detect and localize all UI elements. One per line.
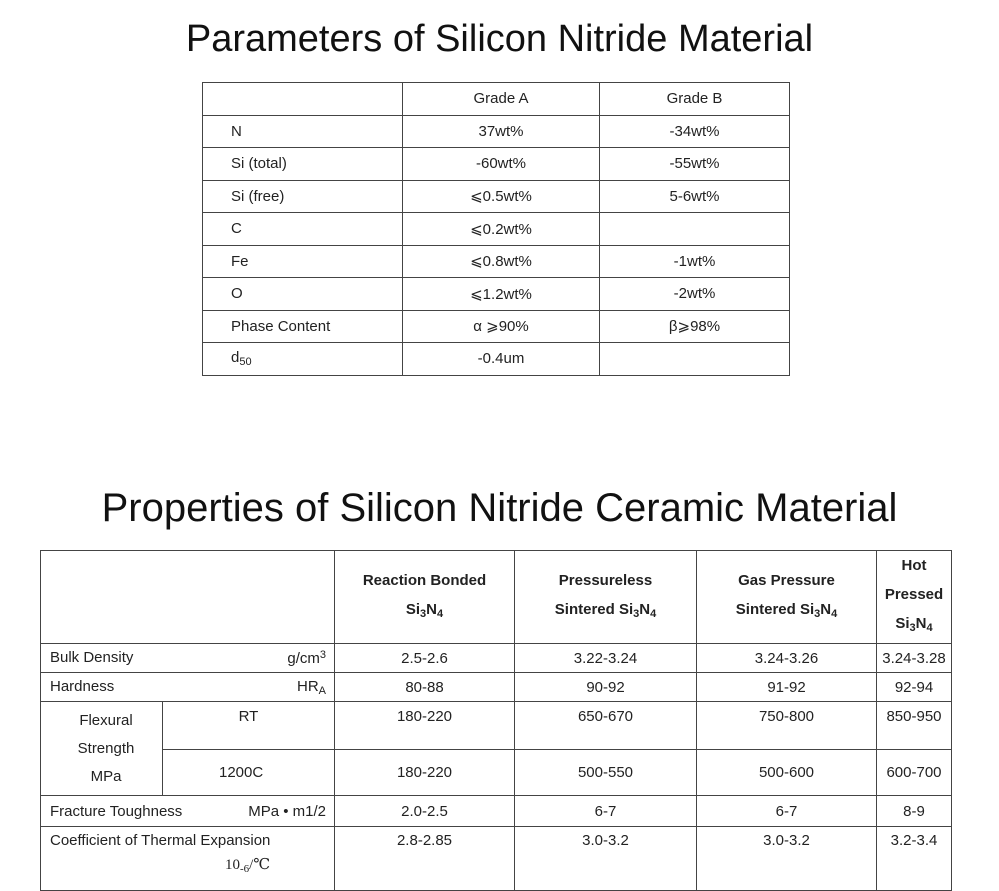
- d-label: d: [231, 349, 240, 367]
- value-cell: 850-950: [877, 702, 952, 750]
- table-row: [41, 702, 952, 750]
- table-row: [41, 750, 952, 796]
- value-cell: 91-92: [697, 673, 877, 702]
- row-label: Bulk Density $g/cm^3$: [41, 644, 335, 673]
- value-cell: 3.24-3.26: [697, 644, 877, 673]
- column-header: [697, 551, 877, 644]
- row-label: Phase Content: [203, 310, 403, 343]
- grade-b-cell: -1wt%: [600, 245, 790, 278]
- grade-b-cell: β⩾98%: [600, 310, 790, 343]
- table-row: [203, 213, 790, 246]
- value-cell: 750-800: [697, 702, 877, 750]
- row-label: Fracture Toughness MPa • m1/2: [41, 796, 335, 827]
- table2-title: Properties of Silicon Nitride Ceramic Material: [101, 486, 898, 530]
- table-row: [203, 180, 790, 213]
- grade-b-cell: -55wt%: [600, 148, 790, 181]
- grade-a-cell: 37wt%: [403, 115, 600, 148]
- value-cell: 3.24-3.28: [877, 644, 952, 673]
- value-cell: 500-550: [515, 750, 697, 796]
- value-cell: 180-220: [335, 750, 515, 796]
- row-label: O: [203, 278, 403, 311]
- column-header-line1: Hot Pressed: [884, 557, 944, 603]
- value-cell: 2.8-2.85: [335, 827, 515, 891]
- column-header-line2: Sintered $Si_3N_4$: [554, 600, 657, 620]
- properties-table: [40, 550, 952, 891]
- grade-a-cell: -0.4um: [403, 343, 600, 376]
- table1-title: Parameters of Silicon Nitride Material: [185, 18, 814, 60]
- value-cell: 500-600: [697, 750, 877, 796]
- value-cell: 2.0-2.5: [335, 796, 515, 827]
- row-label: C: [203, 213, 403, 246]
- grade-b-cell: [600, 343, 790, 376]
- value-cell: 3.0-3.2: [515, 827, 697, 891]
- value-cell: 180-220: [335, 702, 515, 750]
- grade-a-cell: ⩽0.8wt%: [403, 245, 600, 278]
- column-header-line2: $Si_3N_4$: [895, 615, 933, 634]
- table-row: [203, 245, 790, 278]
- column-header-line1: Gas Pressure: [738, 571, 835, 589]
- value-cell: 92-94: [877, 673, 952, 702]
- table-row: [203, 115, 790, 148]
- column-header-line1: Pressureless: [558, 571, 653, 589]
- grade-b-cell: -2wt%: [600, 278, 790, 311]
- grade-a-cell: ⩽0.2wt%: [403, 213, 600, 246]
- grade-b-cell: [600, 213, 790, 246]
- grade-b-cell: -34wt%: [600, 115, 790, 148]
- value-cell: 3.22-3.24: [515, 644, 697, 673]
- value-cell: 6-7: [697, 796, 877, 827]
- table-row: [203, 278, 790, 311]
- header-cell: Grade B: [600, 83, 790, 116]
- value-cell: 6-7: [515, 796, 697, 827]
- column-header-line2: $Si_3N_4$: [405, 600, 444, 620]
- table-row: [203, 148, 790, 181]
- table-header-row: [41, 551, 952, 644]
- row-label: Coefficient of Thermal Expansion $10_{-6}/℃$: [41, 827, 335, 891]
- value-cell: 80-88: [335, 673, 515, 702]
- table-row: [41, 796, 952, 827]
- value-cell: 600-700: [877, 750, 952, 796]
- table-row: [41, 827, 952, 891]
- column-header-line1: Reaction Bonded: [362, 571, 487, 589]
- row-label: Hardness $HR_A$: [41, 673, 335, 702]
- table-row: [41, 673, 952, 702]
- header-cell: Grade A: [403, 83, 600, 116]
- value-cell: 2.5-2.6: [335, 644, 515, 673]
- value-cell: 90-92: [515, 673, 697, 702]
- table-row: [41, 644, 952, 673]
- parameters-table: [202, 82, 790, 376]
- grade-a-cell: -60wt%: [403, 148, 600, 181]
- value-cell: 8-9: [877, 796, 952, 827]
- value-cell: 3.0-3.2: [697, 827, 877, 891]
- column-header: [877, 551, 952, 644]
- table-row: [203, 343, 790, 376]
- row-label: [203, 343, 403, 376]
- value-cell: 3.2-3.4: [877, 827, 952, 891]
- d-subscript: 50: [239, 356, 252, 369]
- condition-label: RT: [163, 702, 335, 750]
- condition-label: 1200C: [163, 750, 335, 796]
- grade-b-cell: 5-6wt%: [600, 180, 790, 213]
- column-header: [335, 551, 515, 644]
- grade-a-cell: ⩽1.2wt%: [403, 278, 600, 311]
- header-cell: [203, 83, 403, 116]
- column-header: [515, 551, 697, 644]
- column-header-line2: Sintered $Si_3N_4$: [735, 600, 838, 620]
- corner-cell: [41, 551, 335, 644]
- value-cell: 650-670: [515, 702, 697, 750]
- grade-a-cell: ⩽0.5wt%: [403, 180, 600, 213]
- row-label: N: [203, 115, 403, 148]
- grade-a-cell: α ⩾90%: [403, 310, 600, 343]
- flexural-strength-label: Flexural Strength MPa: [41, 702, 163, 796]
- table-row: [203, 310, 790, 343]
- row-label: Si (total): [203, 148, 403, 181]
- row-label: Fe: [203, 245, 403, 278]
- row-label: Si (free): [203, 180, 403, 213]
- table-header-row: [203, 83, 790, 116]
